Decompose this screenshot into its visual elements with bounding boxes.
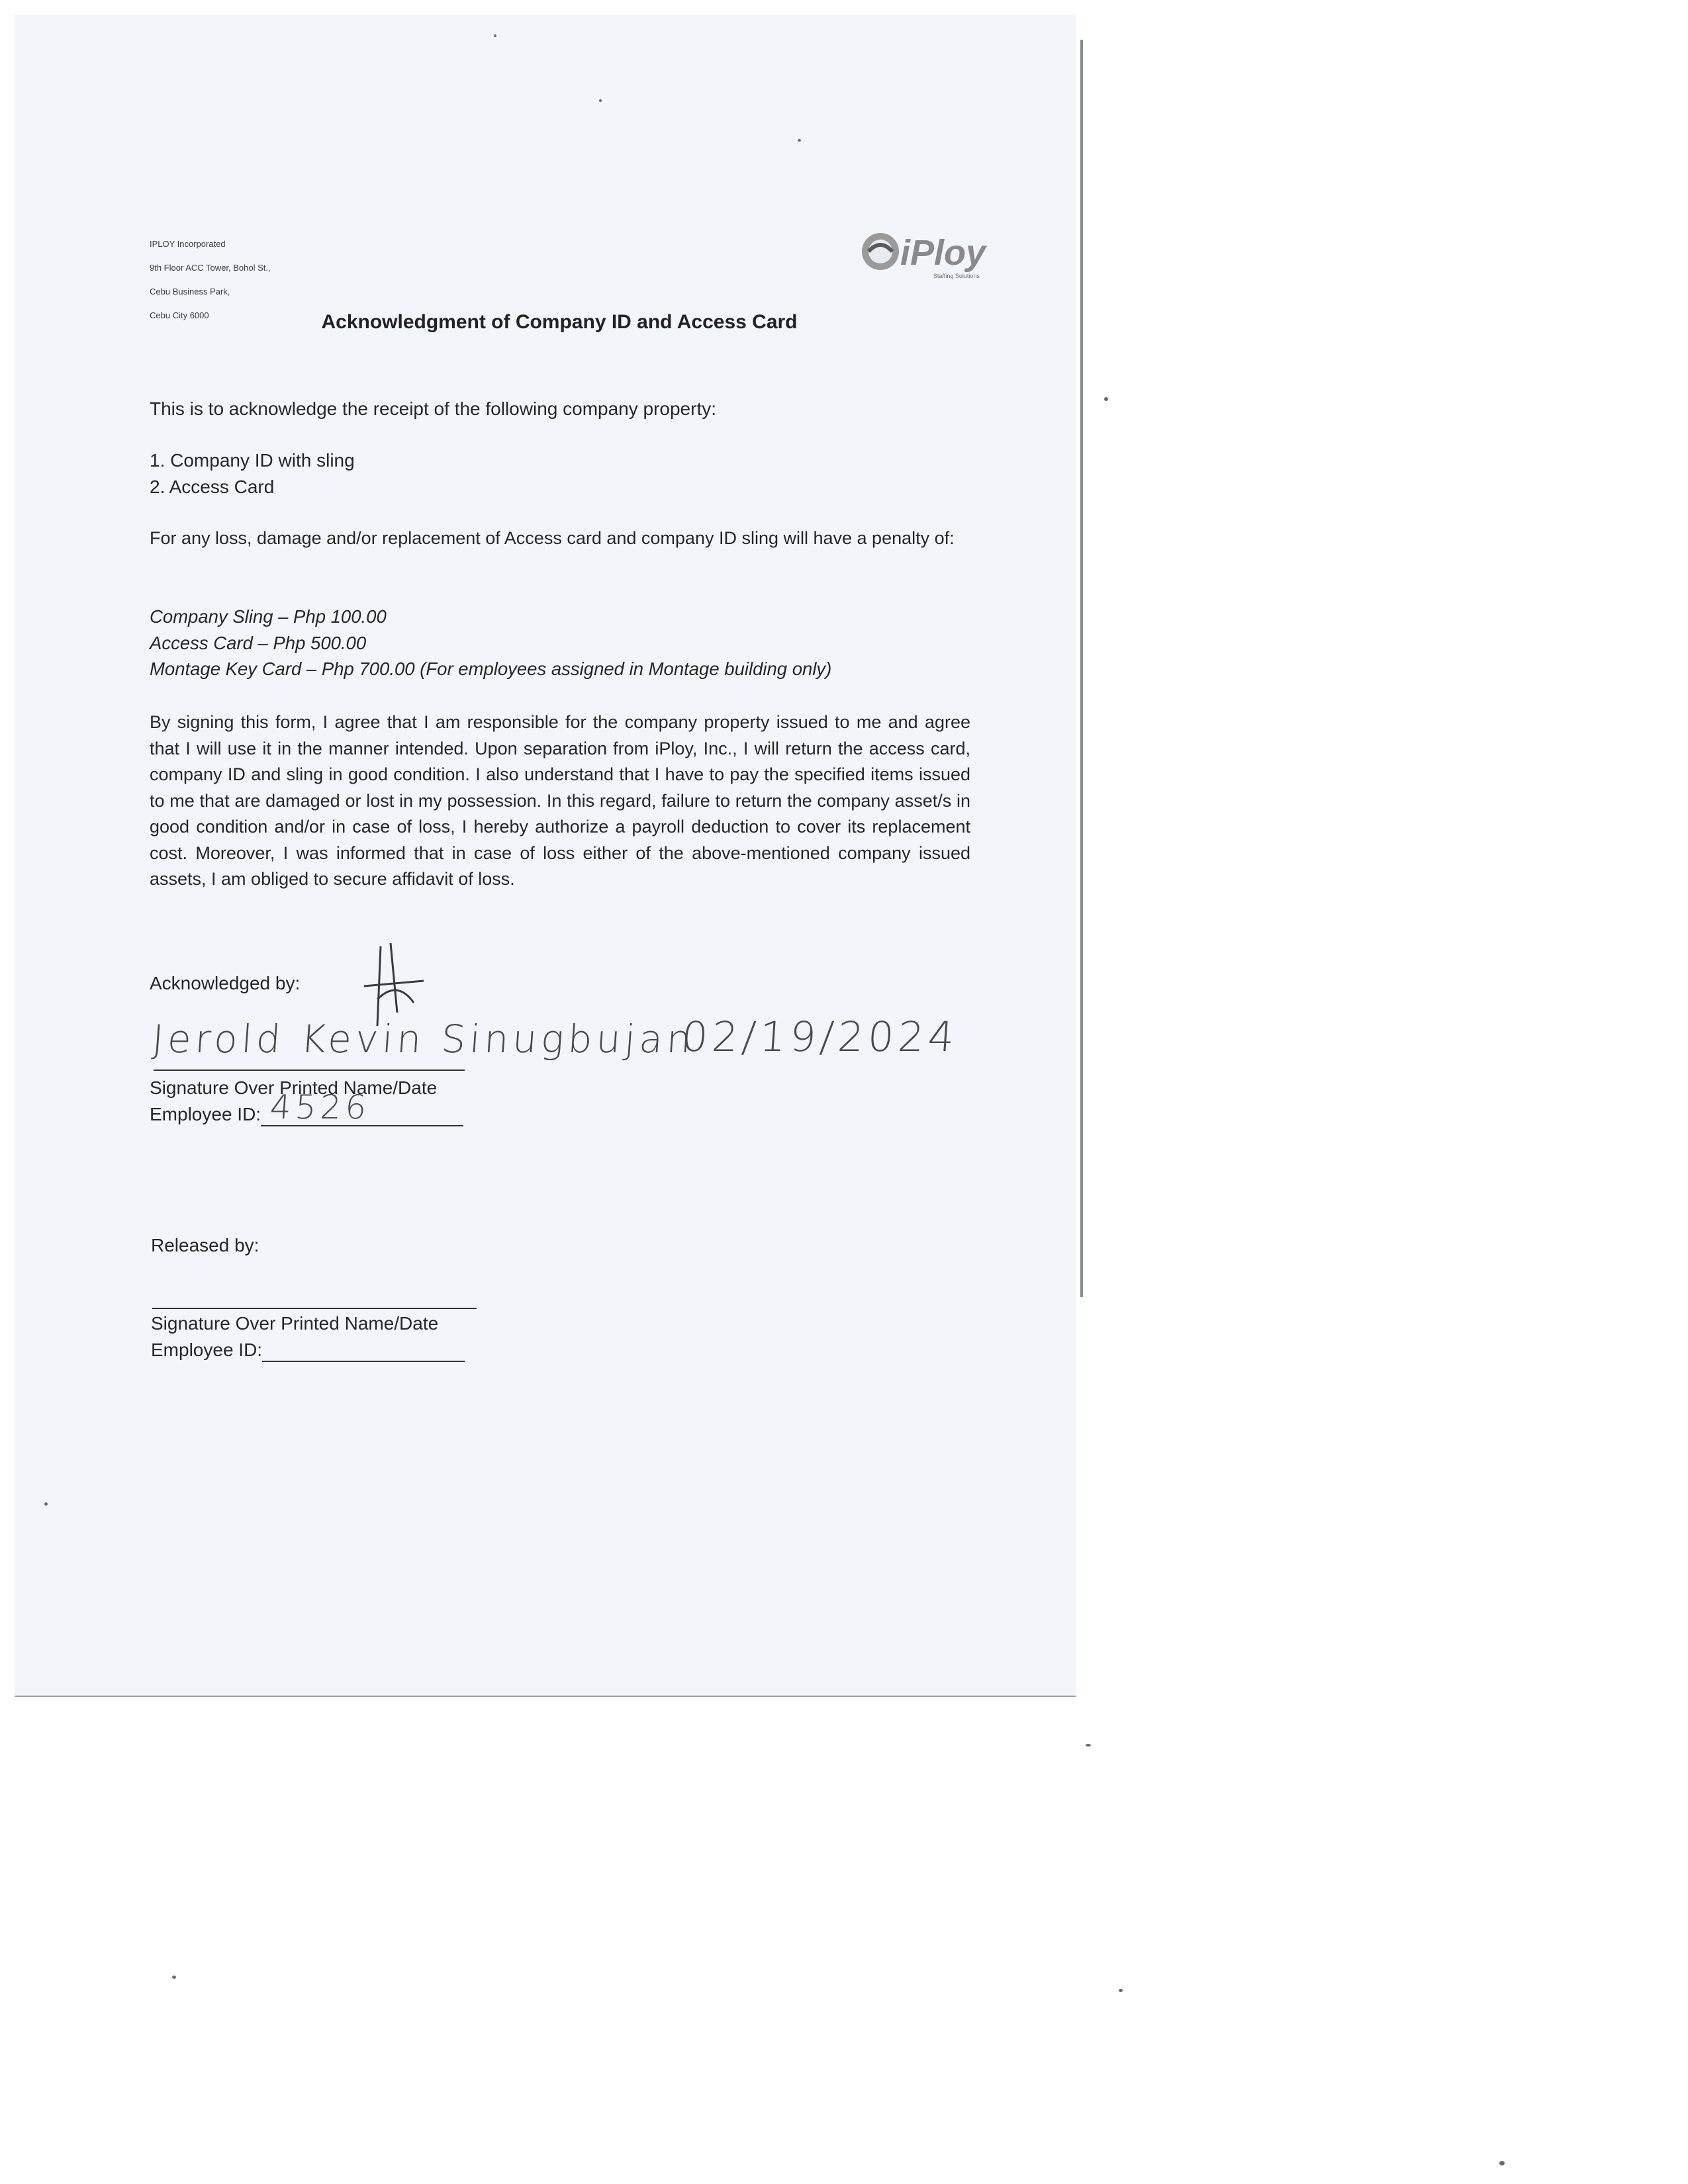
scan-page-edge — [1080, 40, 1083, 1297]
scan-speck — [1499, 2161, 1505, 2165]
list-item: 1. Company ID with sling — [150, 450, 355, 471]
address-line: Cebu Business Park, — [150, 287, 230, 296]
handwritten-date: 02/19/2024 — [680, 1013, 960, 1061]
penalty-list — [150, 604, 831, 682]
penalty-item: Access Card – Php 500.00 — [150, 632, 367, 653]
scan-speck — [1086, 1744, 1091, 1747]
employee-id-value: 4526 — [268, 1088, 372, 1126]
scan-speck — [494, 34, 496, 37]
signature-line — [154, 1069, 465, 1071]
acknowledged-label: Acknowledged by: — [150, 973, 301, 993]
iploy-logo — [854, 225, 1033, 285]
employee-id-line — [262, 1361, 465, 1362]
employee-id-label: Employee ID: — [151, 1340, 263, 1360]
signature-caption: Signature Over Printed Name/Date — [151, 1313, 439, 1334]
signature-caption: Signature Over Printed Name/Date — [150, 1077, 438, 1098]
address-line: 9th Floor ACC Tower, Bohol St., — [150, 263, 271, 273]
penalty-item: Montage Key Card – Php 700.00 (For employees assigned in Montage building only) — [150, 659, 832, 679]
logo-text: iPloy — [900, 233, 986, 273]
released-label: Released by: — [151, 1235, 259, 1255]
agreement-paragraph: By signing this form, I agree that I am responsible for the company property issued to me and agree that I will use it in the manner intended. Upon separation from iPloy, Inc., I will return the access card, company ID and sling in good condition. I also understand that I have to pay the specified items issued to me that are damaged or lost in my possession. In this regard, failure to return the company asset/s in good condition and/or in case of loss, I hereby authorize a payroll deduction to cover its replacement cost. Moreover, I was informed that in case of loss either of the above-mentioned company issued assets, I am obliged to secure affidavit of loss. — [150, 712, 970, 889]
scan-speck — [44, 1502, 48, 1506]
scan-speck — [1119, 1989, 1123, 1992]
scan-speck — [798, 139, 801, 142]
document-title: Acknowledgment of Company ID and Access Card — [321, 311, 798, 333]
handwritten-name: Jerold Kevin Sinugbujan — [150, 1017, 697, 1062]
penalty-intro: For any loss, damage and/or replacement of Access card and company ID sling will have a penalty of: — [150, 528, 955, 548]
scan-speck — [1104, 397, 1108, 401]
scan-speck — [599, 99, 602, 102]
scan-page-bottom-edge — [15, 1696, 1076, 1697]
intro-text: This is to acknowledge the receipt of the following company property: — [150, 398, 717, 419]
property-list — [150, 447, 355, 500]
address-line: IPLOY Incorporated — [150, 239, 226, 249]
signature-line — [152, 1308, 477, 1309]
address-line: Cebu City 6000 — [150, 310, 209, 320]
penalty-item: Company Sling – Php 100.00 — [150, 606, 387, 627]
employee-id-label: Employee ID: — [150, 1104, 261, 1124]
scan-speck — [172, 1976, 176, 1979]
list-item: 2. Access Card — [150, 477, 275, 497]
logo-tagline: Staffing Solutions — [933, 273, 980, 279]
